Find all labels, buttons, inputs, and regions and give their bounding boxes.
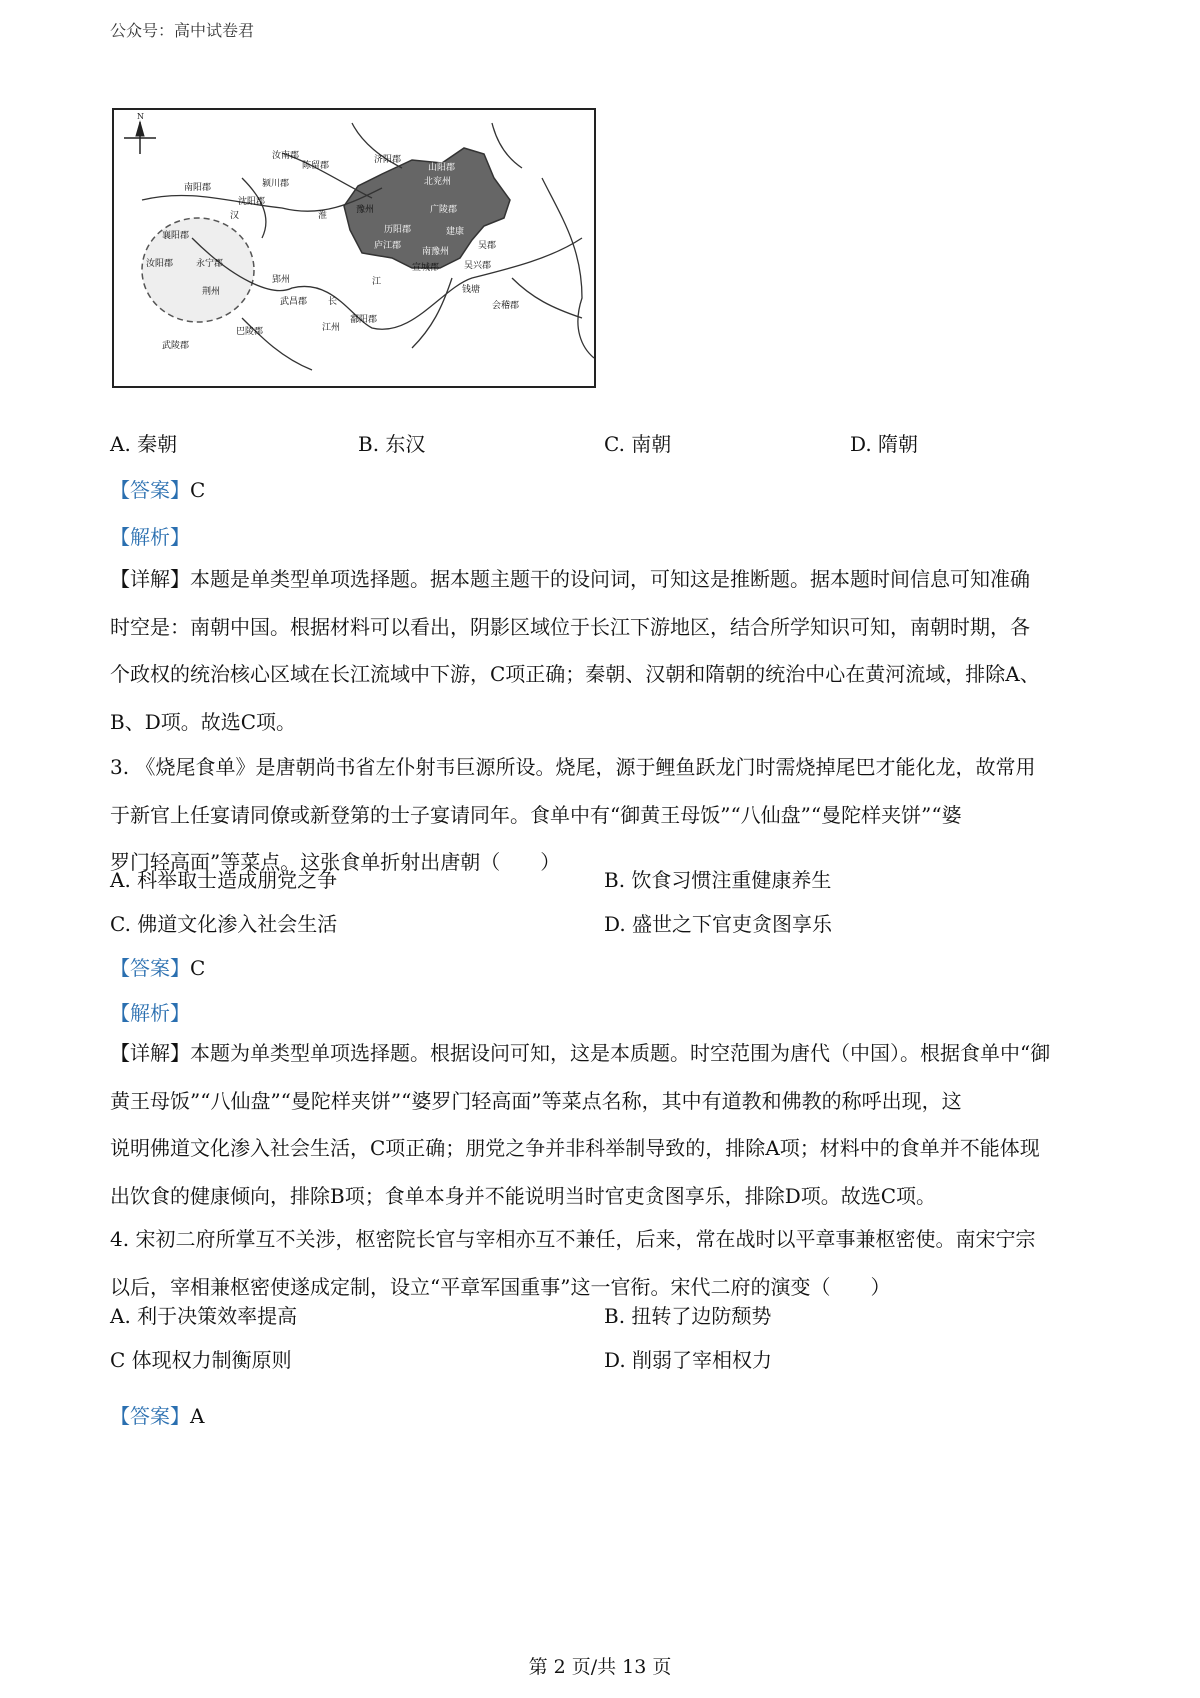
q2-option-b: B. 东汉 <box>358 432 426 456</box>
q4-stem <box>110 1216 1100 1311</box>
q3-option-d: D. 盛世之下官吏贪图享乐 <box>604 912 833 936</box>
map-label: 北兖州 <box>424 177 452 187</box>
dashed-circle <box>142 218 254 322</box>
map-label: 建康 <box>446 227 465 237</box>
map-label: 武陵郡 <box>162 341 190 351</box>
map-label: 吴兴郡 <box>464 261 492 271</box>
answer-value: C <box>190 478 206 502</box>
map-label: 豫州 <box>356 205 375 215</box>
map-label: 武昌郡 <box>280 297 308 307</box>
q3-answer <box>110 952 1100 981</box>
map-label: 长 <box>328 297 338 307</box>
map-label: 南豫州 <box>422 247 450 257</box>
map-label: 鄱阳郡 <box>350 315 378 325</box>
map-label: 巴陵郡 <box>236 327 264 337</box>
q2-option-a: A. 秦朝 <box>110 432 178 456</box>
q4-option-b: B. 扭转了边防颓势 <box>604 1304 772 1328</box>
map-label: 广陵郡 <box>430 205 458 215</box>
detail-line: B、D项。故选C项。 <box>110 709 297 734</box>
stem-line: 4. 宋初二府所掌互不关涉，枢密院长官与宰相亦互不兼任，后来，常在战时以平章事兼枢密使。南宋宁宗 <box>110 1227 1036 1251</box>
map-label: 陈留郡 <box>302 161 330 171</box>
stem-line: 罗门轻高面”等菜点。这张食单折射出唐朝（ ） <box>110 850 561 874</box>
svg-text:N: N <box>137 112 144 121</box>
q2-option-c: C. 南朝 <box>604 432 672 456</box>
answer-tag: 【答案】 <box>110 956 190 980</box>
detail-line: 【详解】本题为单类型单项选择题。根据设问可知，这是本质题。时空范围为唐代（中国）。根据食单中“御 <box>110 1041 1051 1065</box>
answer-tag: 【答案】 <box>110 478 190 502</box>
southern-dynasties-map <box>112 108 596 388</box>
map-label: 济阳郡 <box>374 155 402 165</box>
stem-line: 以后，宰相兼枢密使遂成定制，设立“平章军国重事”这一官衔。宋代二府的演变（ ） <box>110 1274 891 1299</box>
stem-line: 3. 《烧尾食单》是唐朝尚书省左仆射韦巨源所设。烧尾，源于鲤鱼跃龙门时需烧掉尾巴才能化龙，故常用 <box>110 755 1036 779</box>
map-label: 郢州 <box>272 275 291 285</box>
detail-line: 出饮食的健康倾向，排除B项；食单本身并不能说明当时官吏贪图享乐，排除D项。故选C项。 <box>110 1183 937 1208</box>
detail-tag: 【详解】 <box>110 567 190 591</box>
detail-line: 时空是：南朝中国。根据材料可以看出，阴影区域位于长江下游地区，结合所学知识可知，南朝时期，各 <box>110 614 1030 639</box>
page-footer: 第 2 页/共 13 页 <box>528 1656 672 1678</box>
map-label: 吴郡 <box>478 241 497 251</box>
map-label: 淮 <box>318 211 328 221</box>
detail-line: 黄王母饭”“八仙盘”“曼陀样夹饼”“婆罗门轻高面”等菜点名称，其中有道教和佛教的称呼出现，这 <box>110 1088 962 1113</box>
q2-detail <box>110 556 1100 746</box>
detail-line: 说明佛道文化渗入社会生活，C项正确；朋党之争并非科举制导致的，排除A项；材料中的食单并不能体现 <box>110 1136 1040 1160</box>
map-label: 山阳郡 <box>428 163 456 173</box>
q3-analysis-tag: 【解析】 <box>110 1001 190 1025</box>
q4-option-d: D. 削弱了宰相权力 <box>604 1348 773 1372</box>
answer-tag: 【答案】 <box>110 1404 190 1428</box>
answer-value: C <box>190 956 206 980</box>
q4-option-a: A. 利于决策效率提高 <box>110 1304 298 1328</box>
map-label: 历阳郡 <box>384 225 412 235</box>
detail-tag: 【详解】 <box>110 1041 190 1065</box>
q2-analysis-tag: 【解析】 <box>110 525 190 549</box>
map-label: 荆州 <box>202 287 221 297</box>
map-label: 宣城郡 <box>412 263 440 273</box>
map-label: 汝阳郡 <box>146 259 174 269</box>
q3-option-c: C. 佛道文化渗入社会生活 <box>110 912 338 936</box>
q3-option-a: A. 科举取士造成朋党之争 <box>110 868 338 892</box>
answer-value: A <box>190 1404 205 1428</box>
map-label: 汝南郡 <box>272 151 300 161</box>
q2-answer <box>110 474 1100 503</box>
map-label: 庐江郡 <box>374 241 402 251</box>
stem-line: 于新官上任宴请同僚或新登第的士子宴请同年。食单中有“御黄王母饭”“八仙盘”“曼陀样夹饼”“婆 <box>110 802 962 827</box>
map-label: 钱塘 <box>462 285 481 295</box>
map-label: 永宁郡 <box>196 259 224 269</box>
detail-line: 个政权的统治核心区域在长江流域中下游，C项正确；秦朝、汉朝和隋朝的统治中心在黄河流域，排除A、 <box>110 662 1040 686</box>
q4-answer <box>110 1400 1100 1429</box>
map-label: 南阳郡 <box>184 183 212 193</box>
map-label: 江 <box>372 277 382 287</box>
source-header: 公众号：高中试卷君 <box>110 21 255 40</box>
map-label: 会稽郡 <box>492 301 520 311</box>
map-label: 颍川郡 <box>262 179 290 189</box>
map-label: 汉 <box>230 211 240 221</box>
q2-option-d: D. 隋朝 <box>850 432 919 456</box>
map-label: 襄阳郡 <box>162 231 190 241</box>
q4-option-c: C 体现权力制衡原则 <box>110 1348 292 1372</box>
map-label: 沈阳郡 <box>238 197 266 207</box>
detail-line: 【详解】本题是单类型单项选择题。据本题主题干的设问词，可知这是推断题。据本题时间信息可知准确 <box>110 567 1030 591</box>
map-label: 江州 <box>322 323 341 333</box>
q3-detail <box>110 1030 1100 1220</box>
q3-option-b: B. 饮食习惯注重健康养生 <box>604 868 832 892</box>
